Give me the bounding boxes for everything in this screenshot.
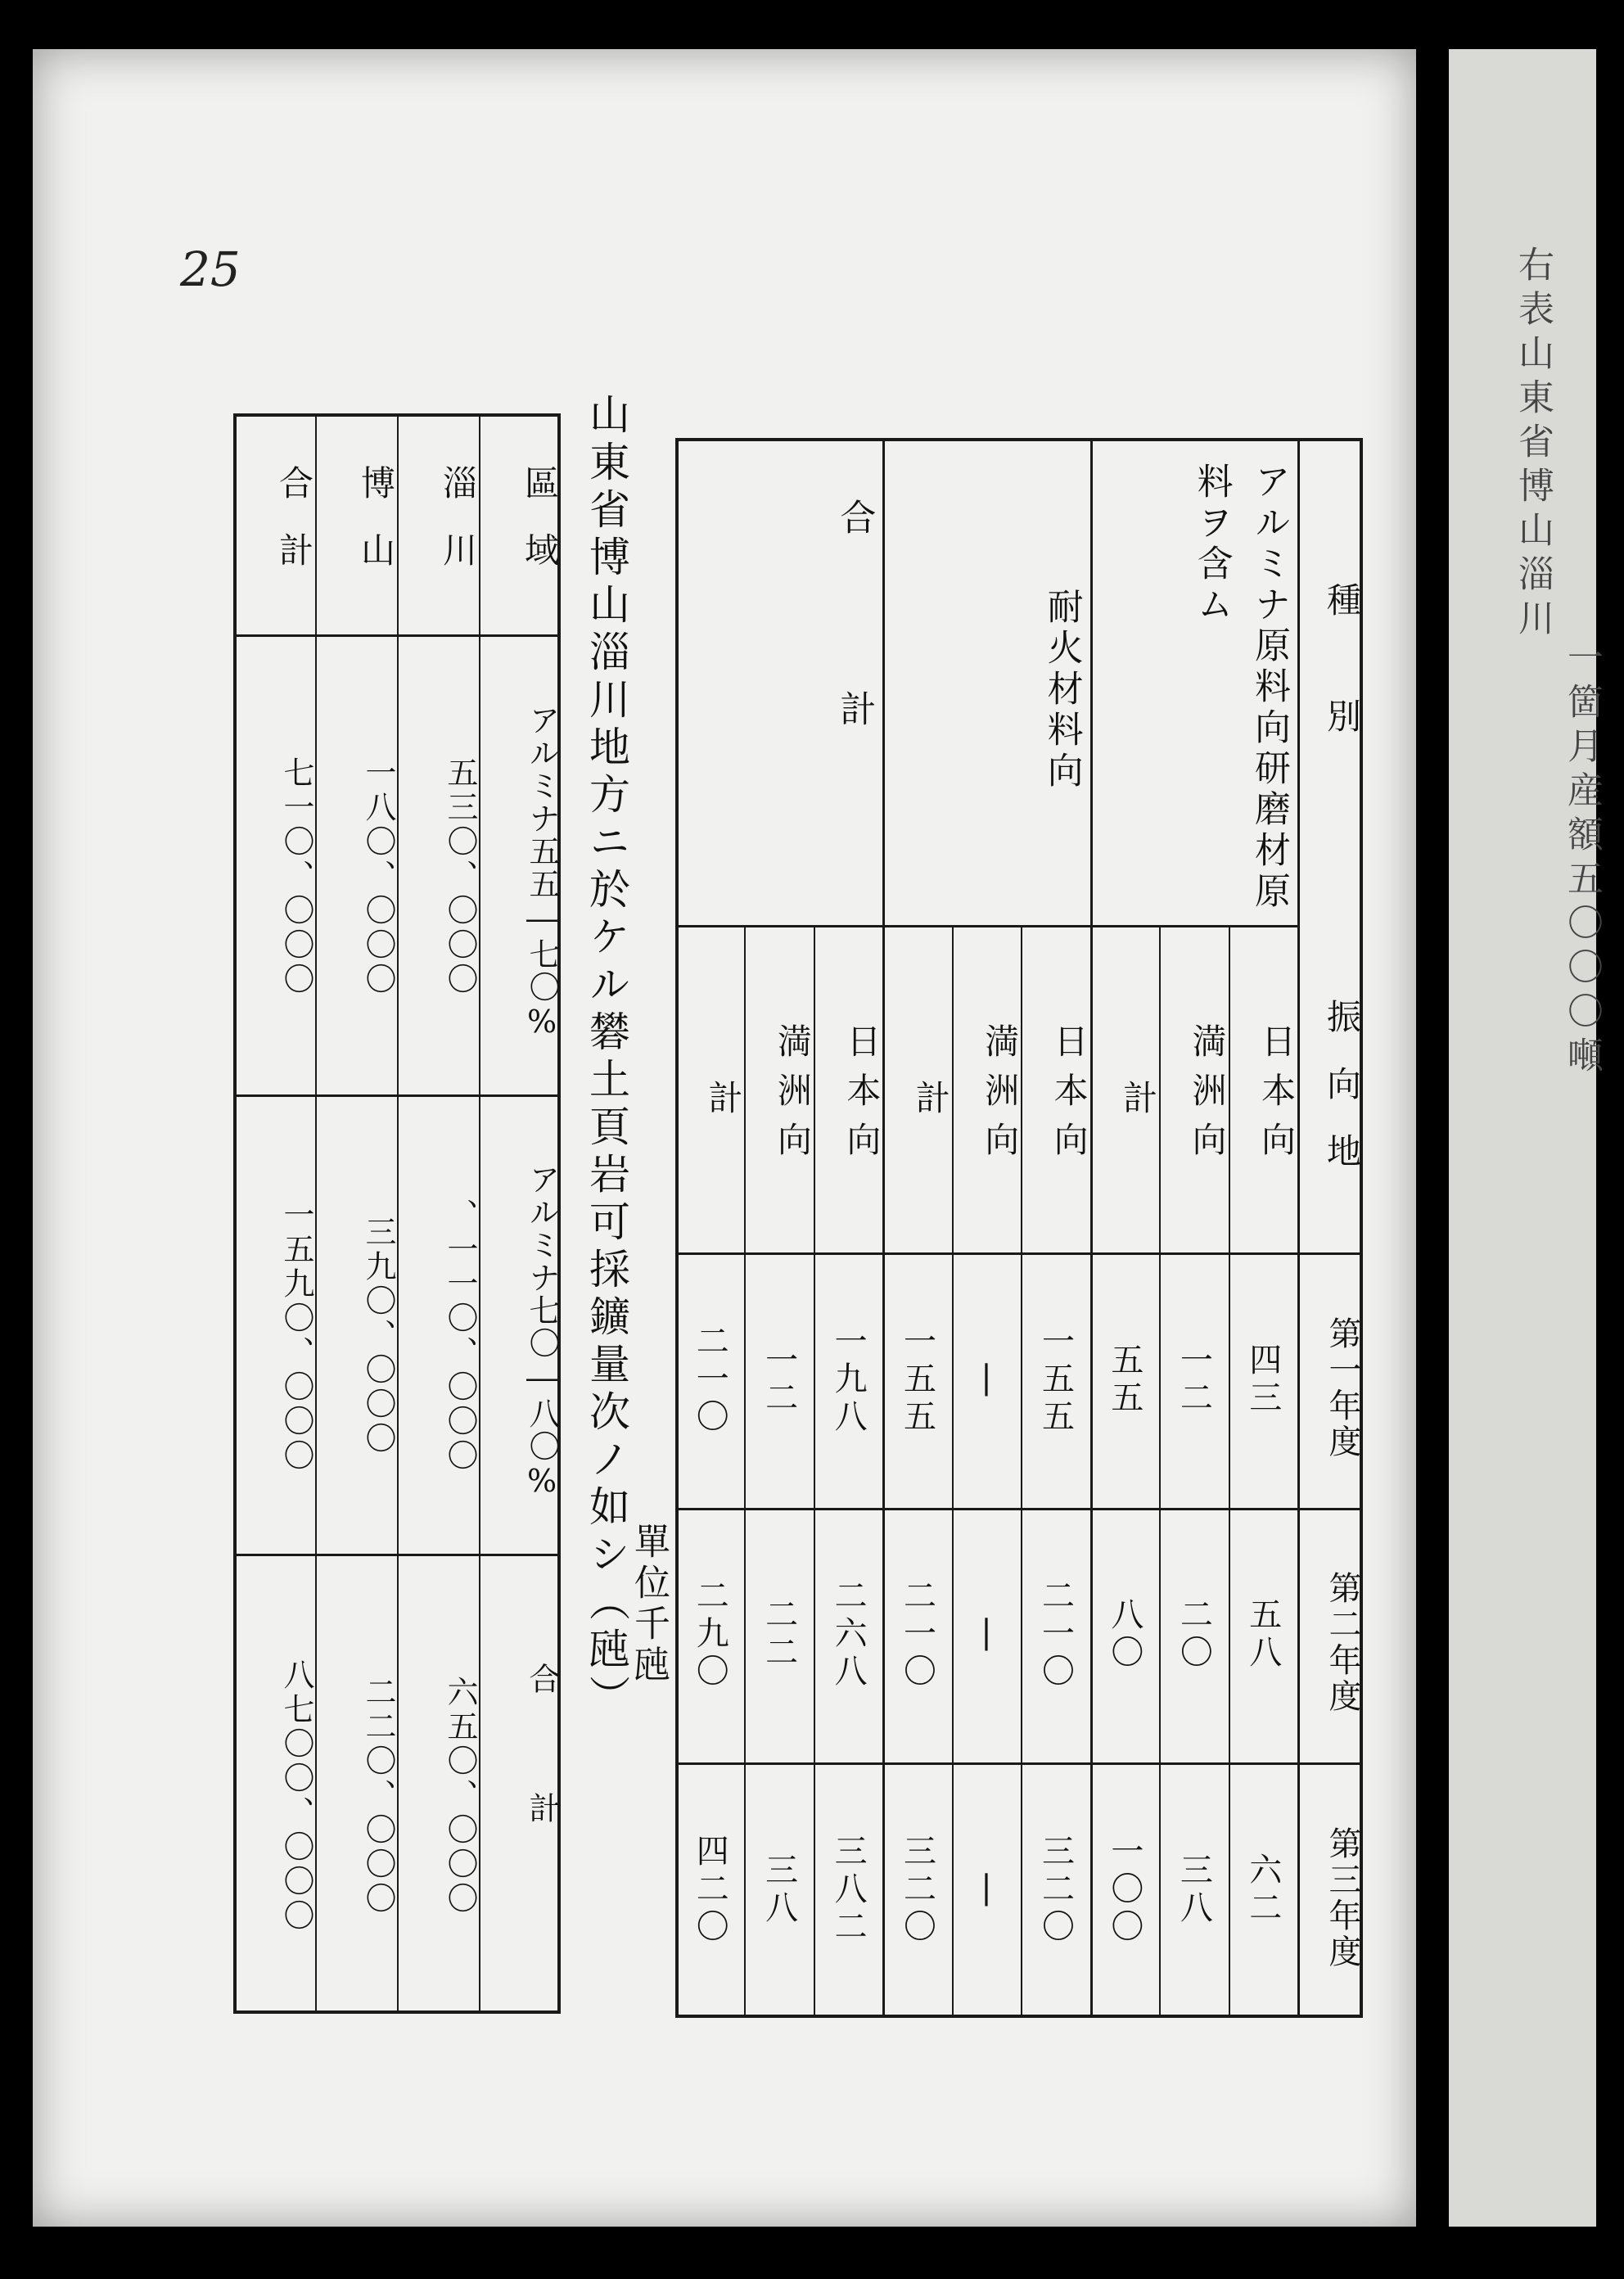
year-label: 第二年度 xyxy=(1324,1571,1361,1716)
table-cell: 一〇〇 xyxy=(1105,1834,1144,1947)
region-label: 淄川 xyxy=(438,465,478,599)
grade-label: 合計 xyxy=(524,1663,560,1922)
table-cell: 六五〇、〇〇〇 xyxy=(442,1676,478,1917)
table-cell: | xyxy=(967,1613,1005,1657)
table-cell: | xyxy=(967,1358,1005,1401)
table1-group-rule xyxy=(675,925,1297,927)
table-cell: 一二 xyxy=(1175,1342,1213,1418)
table-cell: 五八 xyxy=(1243,1597,1282,1673)
table-cell: 一二 xyxy=(760,1342,798,1418)
table-cell: 三八 xyxy=(760,1853,798,1929)
grade-label: アルミナ七〇―八〇% xyxy=(524,1163,560,1501)
table-cell: 四二〇 xyxy=(691,1834,729,1947)
destination-label: 満洲向 xyxy=(772,1023,813,1171)
region-label: 合計 xyxy=(274,465,314,599)
table-cell: 三二〇 xyxy=(1036,1834,1075,1947)
group-label: 合計 xyxy=(833,498,876,882)
table-cell: 二二 xyxy=(760,1597,798,1673)
destination-label: 計 xyxy=(1118,1080,1159,1114)
destination-label: 日本向 xyxy=(841,1023,882,1171)
table1-top-rule xyxy=(675,438,1363,441)
table-cell: 一八〇、〇〇〇 xyxy=(360,756,396,997)
table-cell: 四三 xyxy=(1243,1342,1282,1418)
destination-label: 満洲向 xyxy=(1187,1023,1228,1171)
table-cell: 二九〇 xyxy=(691,1578,729,1692)
destination-label: 日本向 xyxy=(1256,1023,1297,1171)
table-cell: 五五 xyxy=(1105,1342,1144,1418)
header-destination: 振向地 xyxy=(1322,998,1362,1200)
group-label: アルミナ原料向研磨材原料ヲ含ム xyxy=(1190,463,1290,913)
destination-label: 満洲向 xyxy=(980,1023,1021,1171)
unit-note: 單位千瓲 xyxy=(628,1523,670,1686)
header-region: 區域 xyxy=(520,465,560,599)
table-cell: 六二 xyxy=(1243,1853,1282,1929)
table2-title: 山東省博山淄川地方ニ於ケル礬土頁岩可採鑛量次ノ如シ（瓲） xyxy=(583,393,630,1722)
header-category: 種別 xyxy=(1322,581,1362,815)
table-cell: 八〇 xyxy=(1105,1597,1144,1673)
table-cell: 一五九〇、〇〇〇 xyxy=(278,1198,314,1474)
table-cell: 一五五 xyxy=(898,1323,936,1437)
destination-label: 日本向 xyxy=(1049,1023,1089,1171)
table-cell: 二二〇、〇〇〇 xyxy=(360,1676,396,1917)
table-cell: 二一〇 xyxy=(1036,1578,1075,1692)
table-cell: 二六八 xyxy=(829,1578,868,1692)
region-label: 博山 xyxy=(356,465,396,599)
table-cell: 三二〇 xyxy=(898,1834,936,1947)
table-cell: 三九〇、〇〇〇 xyxy=(360,1216,396,1457)
year-label: 第一年度 xyxy=(1324,1316,1361,1460)
page-number: 25 xyxy=(180,241,241,297)
destination-label: 計 xyxy=(703,1080,744,1114)
destination-label: 計 xyxy=(910,1080,951,1114)
table-cell: 二〇 xyxy=(1175,1597,1213,1673)
table-cell: 二一〇 xyxy=(898,1578,936,1692)
grade-label: アルミナ五五―七〇% xyxy=(524,703,560,1041)
margin-text-2: 一箇月産額五〇〇〇噸 xyxy=(1561,639,1603,1081)
table-cell: 一九八 xyxy=(829,1323,868,1437)
binding-gutter xyxy=(1416,49,1449,2227)
production-table xyxy=(675,438,1363,2018)
table-cell: 、一一〇、〇〇〇 xyxy=(442,1198,478,1474)
table-cell: 三八二 xyxy=(829,1834,868,1947)
table-cell: 一五五 xyxy=(1036,1323,1075,1437)
table-cell: | xyxy=(967,1869,1005,1912)
margin-text-1: 右表山東省博山淄川 xyxy=(1512,246,1554,643)
group-label: 耐火材料向 xyxy=(1040,587,1083,792)
year-label: 第三年度 xyxy=(1324,1826,1361,1971)
table-cell: 八七〇〇、〇〇〇 xyxy=(278,1658,314,1934)
table-cell: 三八 xyxy=(1175,1853,1213,1929)
table-cell: 五三〇、〇〇〇 xyxy=(442,756,478,997)
table-cell: 七一〇、〇〇〇 xyxy=(278,756,314,997)
table-cell: 二一〇 xyxy=(691,1323,729,1437)
reserve-table xyxy=(233,413,561,2014)
